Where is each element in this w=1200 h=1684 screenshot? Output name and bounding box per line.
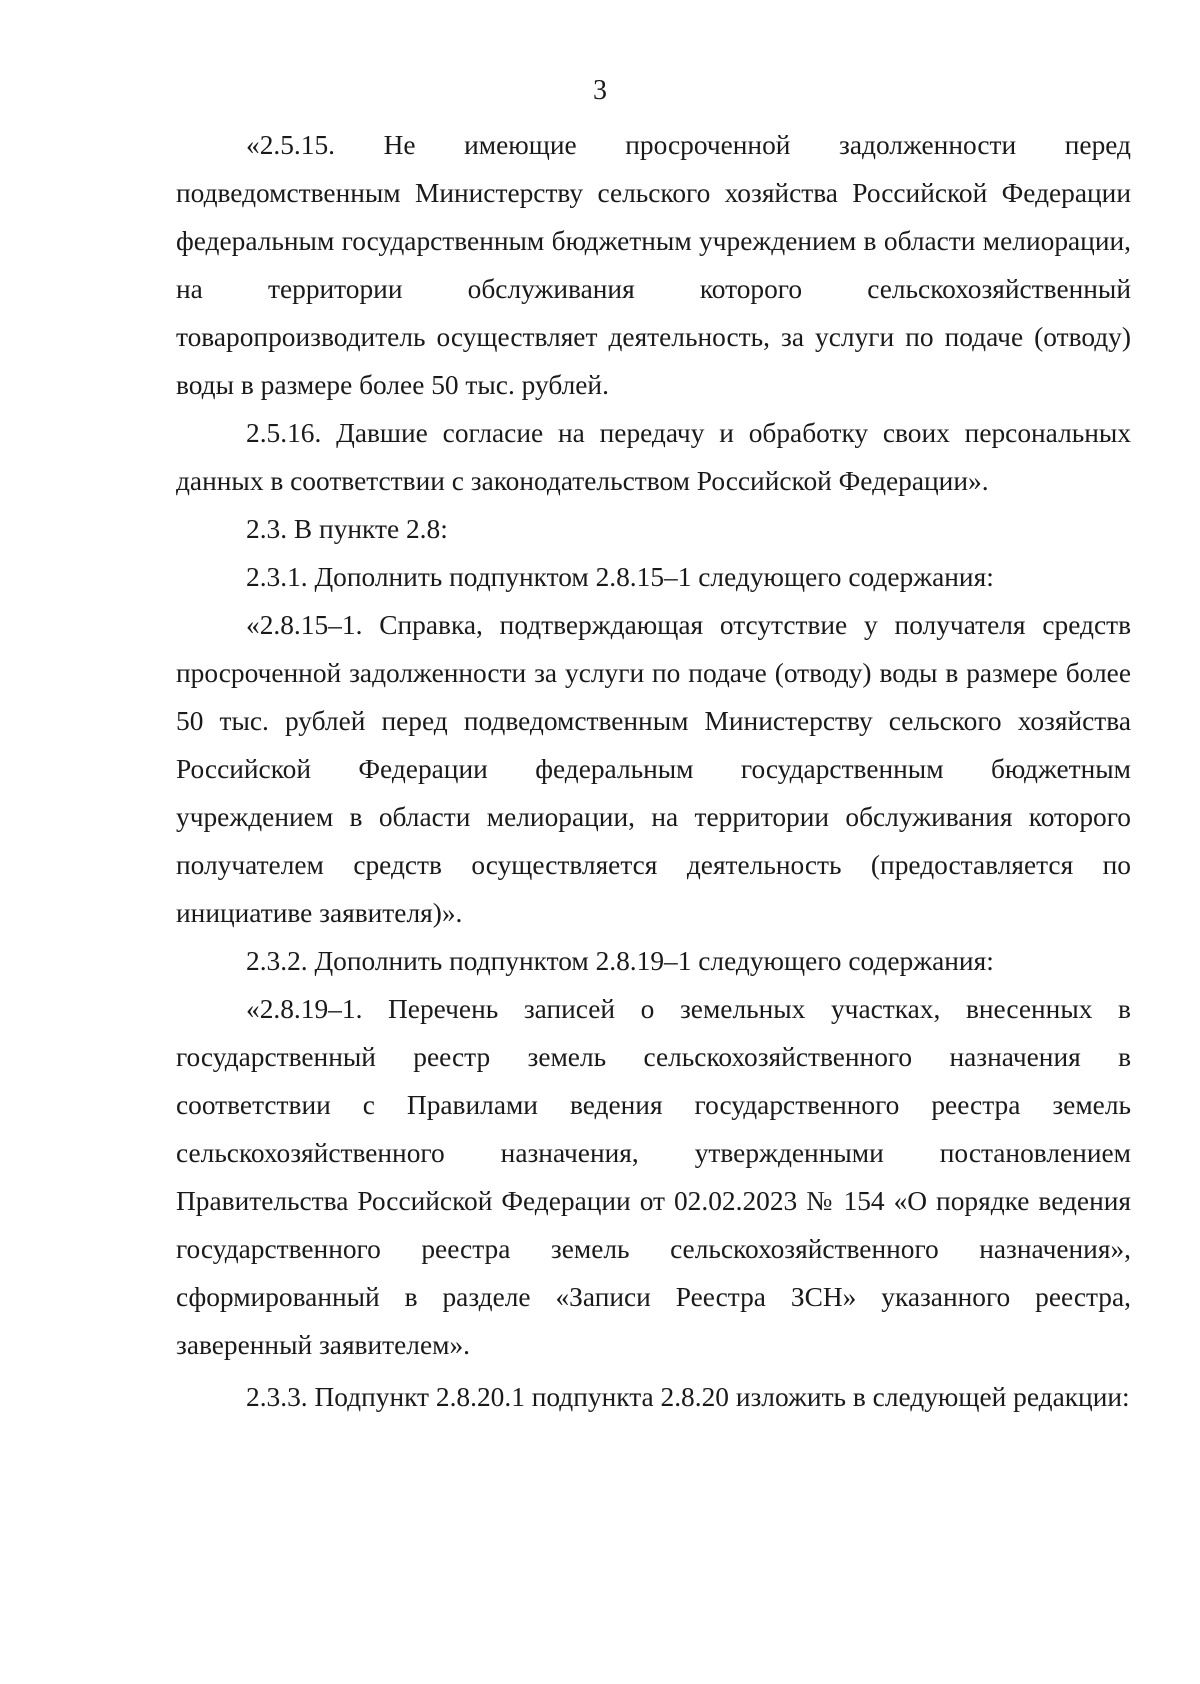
paragraph-2-3-1: 2.3.1. Дополнить подпунктом 2.8.15–1 следующего содержания: <box>246 562 994 592</box>
paragraph-2-3: 2.3. В пункте 2.8: <box>246 514 448 544</box>
paragraph-2-3-3: 2.3.3. Подпункт 2.8.20.1 подпункта 2.8.20 изложить в следующей редакции: <box>246 1382 1130 1412</box>
paragraph-2-8-19-1: «2.8.19–1. Перечень записей о земельных участках, внесенных в государственный реестр земель сельскохозяйственного назначения в соответствии с Правилами ведения государственного реестра земель сельскохозяйственного назначения, утвержденными постановлением Правительства Российской Федерации от 02.02.2023 № 154 «О порядке ведения государственного реестра земель сельскохозяйственного назначения», сформированный в разделе «Записи Реестра ЗСН» указанного реестра, заверенный заявителем». <box>176 994 1131 1360</box>
paragraph-2-5-16: 2.5.16. Давшие согласие на передачу и обработку своих персональных данных в соответствии с законодательством Российской Федерации». <box>176 418 1131 496</box>
page-number: 3 <box>593 75 607 106</box>
paragraph-2-5-15: «2.5.15. Не имеющие просроченной задолженности перед подведомственным Министерству сельского хозяйства Российской Федерации федеральным государственным бюджетным учреждением в области мелиорации, на территории обслуживания которого сельскохозяйственный товаропроизводитель осуществляет деятельность, за услуги по подаче (отводу) воды в размере более 50 тыс. рублей. <box>176 130 1131 400</box>
paragraph-2-3-2: 2.3.2. Дополнить подпунктом 2.8.19–1 следующего содержания: <box>246 946 994 976</box>
document-body <box>176 121 1131 1421</box>
paragraph-2-8-15-1: «2.8.15–1. Справка, подтверждающая отсутствие у получателя средств просроченной задолженности за услуги по подаче (отводу) воды в размере более 50 тыс. рублей перед подведомственным Министерству сельского хозяйства Российской Федерации федеральным государственным бюджетным учреждением в области мелиорации, на территории обслуживания которого получателем средств осуществляется деятельность (предоставляется по инициативе заявителя)». <box>176 610 1131 928</box>
